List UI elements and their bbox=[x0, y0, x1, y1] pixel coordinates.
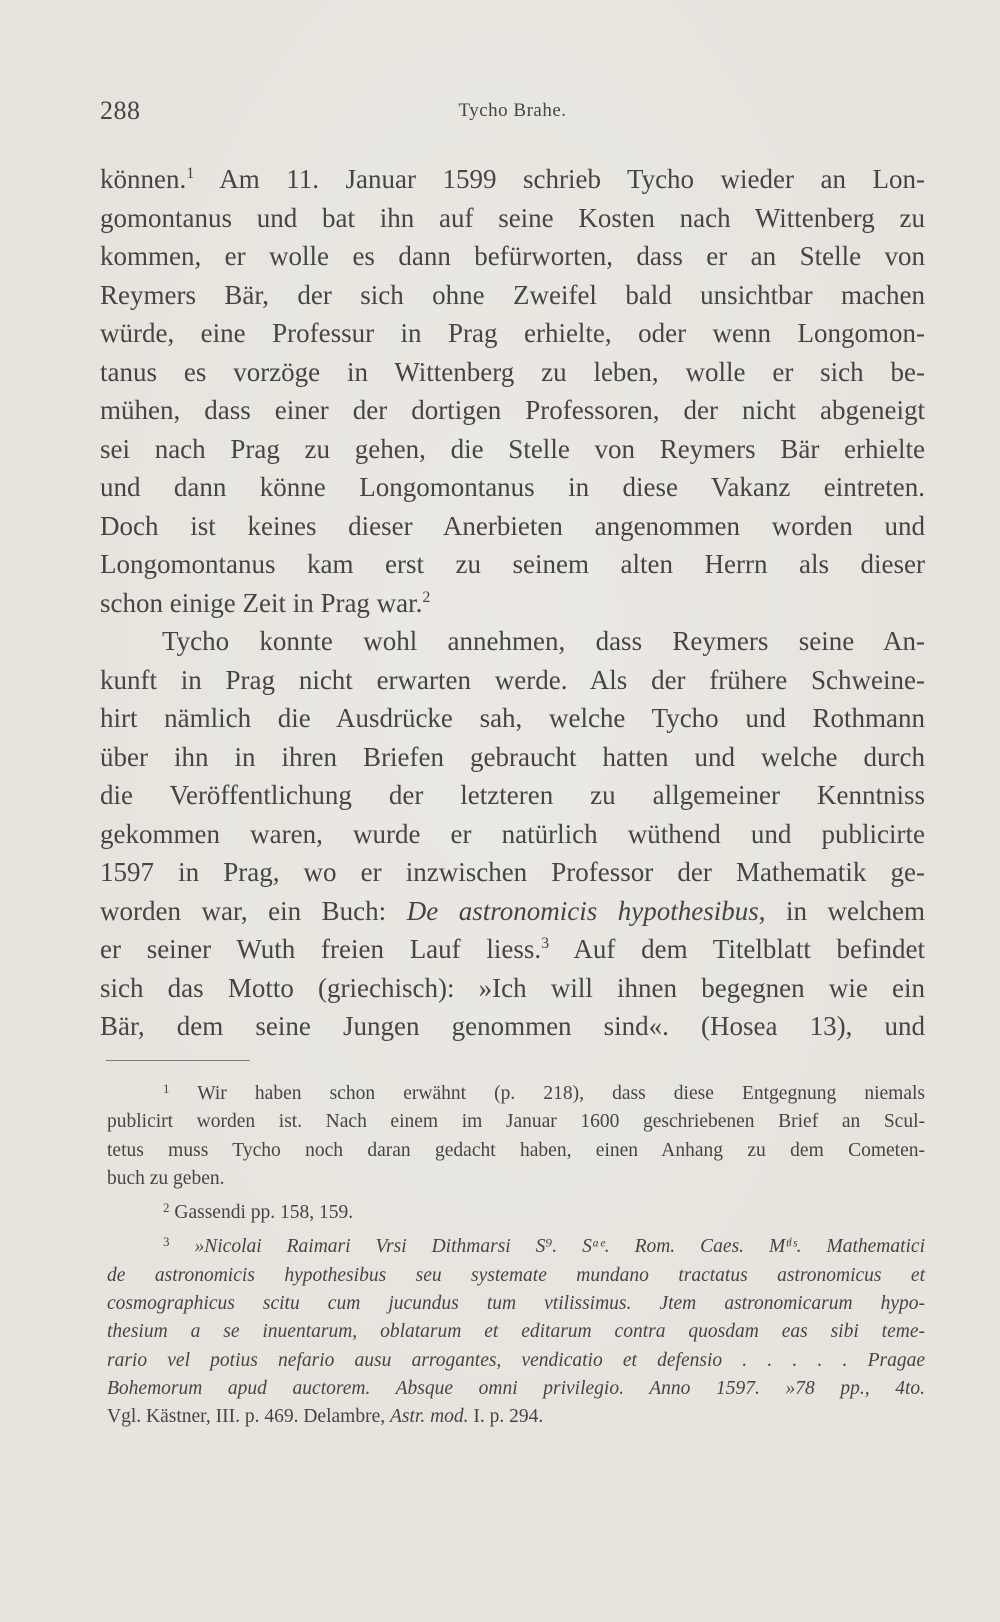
text-line: Longomontanus kam erst zu seinem alten Herrn als dieser bbox=[100, 549, 925, 579]
footnotes bbox=[107, 1080, 925, 1432]
footnote-mark: 1 bbox=[163, 1081, 170, 1096]
page-number: 288 bbox=[100, 96, 141, 125]
text-line: die Veröffentlichung der letzteren zu allgemeiner Kenntniss bbox=[100, 780, 925, 810]
text-line: er seiner Wuth freien Lauf liess.$^3$ Auf dem Titelblatt befindet bbox=[100, 934, 926, 964]
text-line: über ihn in ihren Briefen gebraucht hatten und welche durch bbox=[100, 741, 925, 772]
text-line: kunft in Prag nicht erwarten werde. Als der frühere Schweine- bbox=[100, 664, 925, 695]
footnote-line: rario vel potius nefario ausu arrogantes, vendicatio et defensio . . . . . Pragae bbox=[107, 1349, 925, 1371]
footnote-line: $^3$ »Nicolai Raimari Vrsi Dithmarsi S⁹. Sᵃᵉ. Rom. Caes. Mᵗⁱˢ. Mathematici bbox=[163, 1234, 926, 1258]
footnote-ref[interactable]: 3 bbox=[541, 935, 550, 952]
text-line: Bär, dem seine Jungen genommen sind«. (Hosea 13), und bbox=[100, 1011, 925, 1041]
footnote-divider bbox=[106, 1060, 250, 1061]
text-line: kommen, er wolle es dann befürworten, dass er an Stelle von bbox=[100, 241, 925, 271]
footnote-line: de astronomicis hypothesibus seu systemate mundano tractatus astronomicus et bbox=[107, 1264, 925, 1286]
text-line: Tycho konnte wohl annehmen, dass Reymers seine An- bbox=[162, 626, 925, 656]
text-line: Doch ist keines dieser Anerbieten angenommen worden und bbox=[100, 510, 925, 541]
text-line: und dann könne Longomontanus in diese Vakanz eintreten. bbox=[100, 472, 925, 502]
footnote-line: buch zu geben. bbox=[107, 1167, 225, 1189]
footnote-line: Bohemorum apud auctorem. Absque omni privilegio. Anno 1597. »78 pp., 4to. bbox=[107, 1377, 925, 1399]
footnote-mark: 2 bbox=[163, 1200, 170, 1216]
footnote-ref[interactable]: 2 bbox=[422, 588, 431, 606]
text-line: worden war, ein Buch: De astronomicis hypothesibus, in welchem bbox=[100, 895, 925, 926]
footnote-mark: 3 bbox=[163, 1234, 170, 1250]
text-line: 1597 in Prag, wo er inzwischen Professor der Mathematik ge- bbox=[100, 857, 925, 887]
text-line: würde, eine Professur in Prag erhielte, oder wenn Longomon- bbox=[100, 318, 925, 348]
footnote-line: cosmographicus scitu cum jucundus tum vtilissimus. Jtem astronomicarum hypo- bbox=[107, 1293, 925, 1315]
footnote-line: publicirt worden ist. Nach einem im Januar 1600 geschriebenen Brief an Scul- bbox=[107, 1111, 925, 1133]
text-line: mühen, dass einer der dortigen Professoren, der nicht abgeneigt bbox=[100, 395, 925, 425]
text-line: gomontanus und bat ihn auf seine Kosten nach Wittenberg zu bbox=[100, 202, 925, 233]
footnote-line: Vgl. Kästner, III. p. 469. Delambre, Astr. mod. I. p. 294. bbox=[107, 1406, 544, 1428]
book-title: De astronomicis hypothesibus bbox=[406, 895, 759, 926]
text-line: Reymers Bär, der sich ohne Zweifel bald unsichtbar machen bbox=[100, 279, 925, 310]
text-line: hirt nämlich die Ausdrücke sah, welche Tycho und Rothmann bbox=[100, 703, 925, 733]
footnote-line: tetus muss Tycho noch daran gedacht haben, einen Anhang zu dem Cometen- bbox=[107, 1139, 925, 1161]
footnote-line: thesium a se inuentarum, oblatarum et editarum contra quosdam eas sibi teme- bbox=[107, 1321, 925, 1343]
footnote-line: $^2$ Gassendi pp. 158, 159. bbox=[163, 1200, 354, 1224]
text-line: sich das Motto (griechisch): »Ich will ihnen begegnen wie ein bbox=[100, 972, 925, 1003]
main-text bbox=[100, 160, 925, 1046]
text-line: gekommen waren, wurde er natürlich wüthend und publicirte bbox=[100, 818, 925, 849]
text-line: sei nach Prag zu gehen, die Stelle von Reymers Bär erhielte bbox=[100, 433, 925, 464]
text-line: tanus es vorzöge in Wittenberg zu leben, wolle er sich be- bbox=[100, 356, 925, 387]
running-head bbox=[100, 96, 925, 136]
footnote-ref[interactable]: 1 bbox=[186, 165, 195, 182]
text-line: schon einige Zeit in Prag war.$^2$ bbox=[100, 587, 431, 618]
footnote-line: $^1$ Wir haben schon erwähnt (p. 218), dass diese Entgegnung niemals bbox=[163, 1081, 925, 1104]
text-line: können.$^1$ Am 11. Januar 1599 schrieb Tycho wieder an Lon- bbox=[100, 164, 925, 194]
running-title: Tycho Brahe. bbox=[458, 100, 567, 121]
